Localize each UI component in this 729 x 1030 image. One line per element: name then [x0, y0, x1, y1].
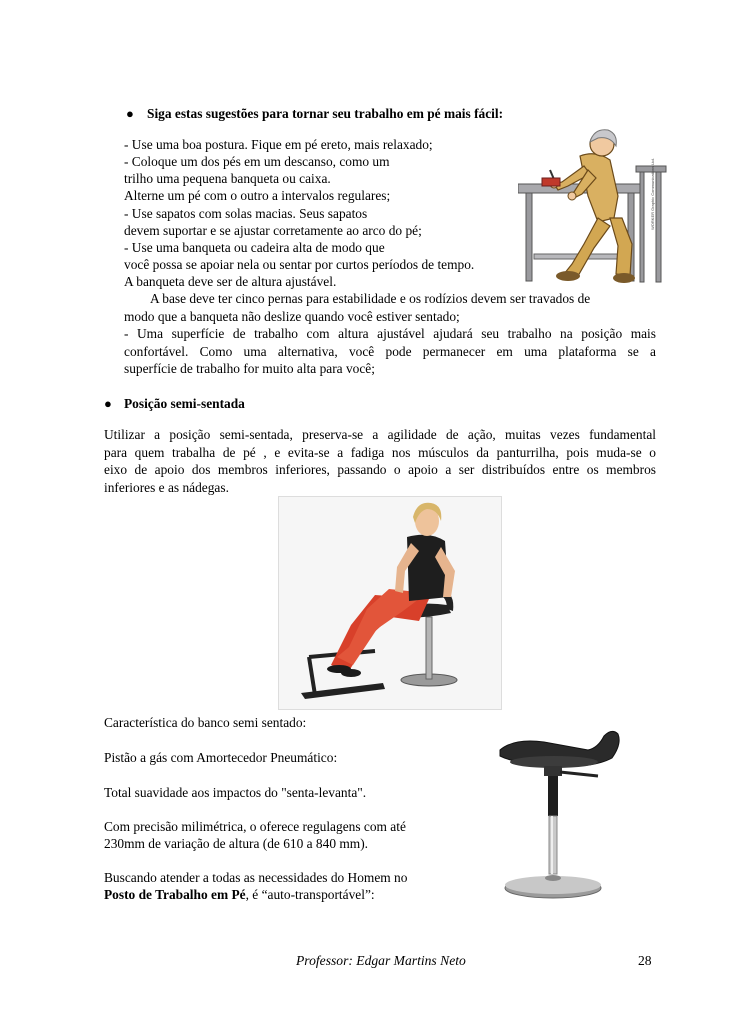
stool-features-title: Característica do banco semi sentado:: [104, 715, 307, 730]
workstation-term: Posto de Trabalho em Pé: [104, 887, 246, 902]
paragraph-line: eixo de apoio dos membros inferiores, passando o apoio a ser distribuídos entre os membros: [104, 462, 656, 477]
section1-line: modo que a banqueta não deslize quando você estiver sentado;: [124, 309, 460, 324]
stool-feature-line: Total suavidade aos impactos do "senta-levanta".: [104, 785, 367, 800]
semi-sitting-woman-photo: [278, 496, 502, 710]
section1-line: - Coloque um dos pés em um descanso, como um: [124, 154, 390, 169]
semi-sitting-stool-photo: [494, 720, 628, 904]
section1-line: A banqueta deve ser de altura ajustável.: [124, 274, 337, 289]
section1-line: devem suportar e se ajustar corretamente ao arco do pé;: [124, 223, 422, 238]
section1-line: - Uma superfície de trabalho com altura ajustável ajudará seu trabalho na posição mais: [124, 326, 656, 341]
bullet-icon: ●: [126, 106, 134, 121]
workstation-rest: , é “auto-transportável”:: [245, 887, 375, 902]
paragraph-line: para quem trabalha de pé , e evita-se a fadiga nos músculos da panturrilha, pois muda-se o: [104, 444, 656, 460]
stool-feature-line: Buscando atender a todas as necessidades do Homem no: [104, 870, 408, 885]
bullet-icon: ●: [104, 396, 112, 411]
section1-line: - Use sapatos com solas macias. Seus sapatos: [124, 206, 368, 221]
footer-author: Professor: Edgar Martins Neto: [296, 953, 466, 968]
paragraph-line: inferiores e as nádegas.: [104, 479, 229, 495]
paragraph-line: Utilizar a posição semi-sentada, preserva-se a agilidade de ação, muitas vezes fundamental: [104, 427, 656, 442]
stool-feature-line: Com precisão milimétrica, o oferece regulagens com até: [104, 819, 406, 834]
section1-justified-block: [124, 325, 656, 378]
section1-line: confortável. Como uma alternativa, você pode permanecer em uma plataforma se a: [124, 343, 656, 359]
section1-line: superfície de trabalho for muito alta para você;: [124, 361, 375, 376]
section1-line: você possa se apoiar nela ou sentar por curtos períodos de tempo.: [124, 257, 475, 272]
stool-feature-line: Pistão a gás com Amortecedor Pneumático:: [104, 750, 338, 765]
page-number: 28: [638, 953, 652, 968]
section2-heading: Posição semi-sentada: [124, 396, 245, 411]
section1-heading: Siga estas sugestões para tornar seu trabalho em pé mais fácil:: [147, 106, 504, 121]
section1-line: - Use uma banqueta ou cadeira alta de modo que: [124, 240, 385, 255]
section2-paragraph: [104, 426, 656, 496]
section1-line: - Use uma boa postura. Fique em pé ereto, mais relaxado;: [124, 137, 433, 152]
illustration-credit: WORKER Graphic Communications Ltd.: [650, 158, 655, 230]
section1-line: trilho uma pequena banqueta ou caixa.: [124, 171, 331, 186]
stool-feature-last-line: [104, 886, 375, 903]
standing-worker-illustration: [518, 126, 684, 286]
section1-line: A base deve ter cinco pernas para estabilidade e os rodízios devem ser travados de: [150, 291, 591, 306]
stool-feature-line: 230mm de variação de altura (de 610 a 840 mm).: [104, 836, 369, 851]
section1-line: Alterne um pé com o outro a intervalos regulares;: [124, 188, 391, 203]
